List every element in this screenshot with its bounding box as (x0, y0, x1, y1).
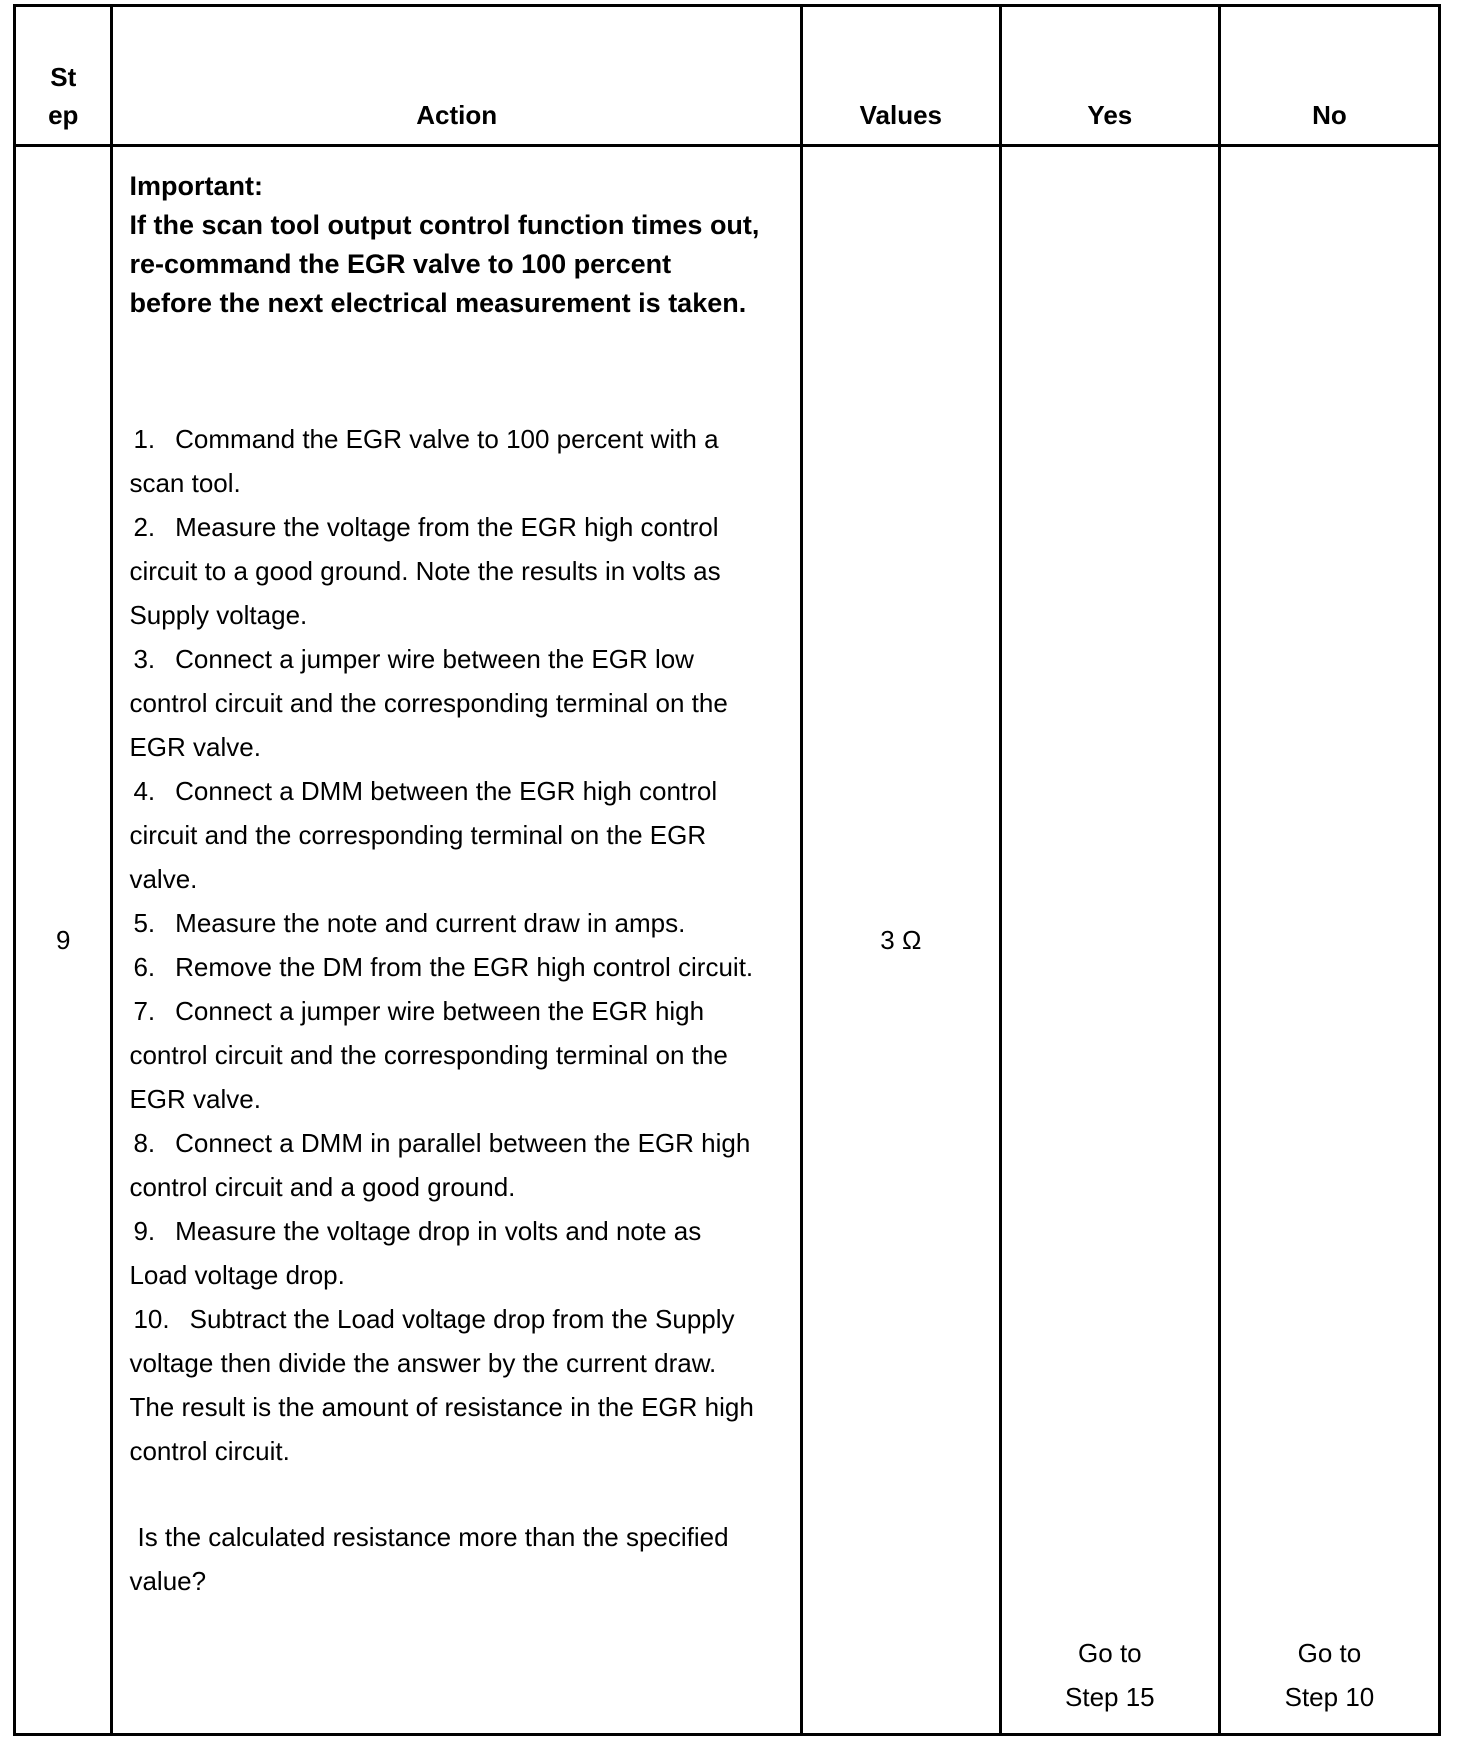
list-item (129, 1121, 759, 1209)
step-index: 2. (133, 512, 156, 542)
step-index: 8. (133, 1128, 156, 1158)
step-index: 3. (133, 644, 156, 674)
header-no: No (1219, 6, 1439, 146)
list-item (129, 1297, 759, 1473)
step-index: 9. (133, 1216, 156, 1246)
step-text: Remove the DM from the EGR high control circuit. (175, 952, 754, 982)
list-item (129, 417, 759, 505)
header-step (15, 6, 112, 146)
question-text: Is the calculated resistance more than the specified value? (129, 1522, 729, 1596)
list-item (129, 1209, 759, 1297)
procedure-steps (129, 417, 759, 1473)
list-item (129, 945, 759, 989)
important-text: If the scan tool output control function times out, re-command the EGR valve to 100 percent before the next electrical measurement is taken. (129, 210, 760, 318)
table-row (15, 146, 1440, 1735)
yes-cell (1000, 146, 1219, 1735)
step-text: Connect a jumper wire between the EGR low control circuit and the corresponding terminal on the EGR valve. (129, 644, 728, 762)
step-text: Measure the note and current draw in amps. (175, 908, 686, 938)
step-text: Connect a jumper wire between the EGR high control circuit and the corresponding terminal on the EGR valve. (129, 996, 728, 1114)
header-row (15, 6, 1440, 146)
no-cell (1219, 146, 1439, 1735)
step-index: 7. (133, 996, 156, 1026)
step-index: 5. (133, 908, 156, 938)
step-text: Connect a DMM in parallel between the EGR high control circuit and a good ground. (129, 1128, 751, 1202)
important-label: Important: (129, 171, 263, 201)
list-item (129, 637, 759, 769)
header-values: Values (801, 6, 1000, 146)
step-number: 9 (15, 146, 112, 1735)
step-text: Command the EGR valve to 100 percent with a scan tool. (129, 424, 719, 498)
important-note (129, 167, 759, 323)
list-item (129, 505, 759, 637)
step-index: 10. (133, 1304, 170, 1334)
diagnostic-table (13, 4, 1441, 1736)
header-step-label: St ep (48, 62, 79, 130)
list-item (129, 769, 759, 901)
step-text: Measure the voltage from the EGR high control circuit to a good ground. Note the results in volts as Supply voltage. (129, 512, 721, 630)
step-index: 6. (133, 952, 156, 982)
action-cell (112, 146, 801, 1735)
value-cell: 3 Ω (801, 146, 1000, 1735)
question (129, 1515, 759, 1603)
step-index: 1. (133, 424, 156, 454)
yes-goto-text: Go to Step 15 (1065, 1638, 1155, 1712)
step-text: Connect a DMM between the EGR high control circuit and the corresponding terminal on the EGR valve. (129, 776, 718, 894)
step-index: 4. (133, 776, 156, 806)
header-yes: Yes (1000, 6, 1219, 146)
list-item (129, 901, 759, 945)
header-action: Action (112, 6, 801, 146)
step-text: Subtract the Load voltage drop from the Supply voltage then divide the answer by the current draw. The result is the amount of resistance in the EGR high control circuit. (129, 1304, 754, 1466)
list-item (129, 989, 759, 1121)
no-goto-text: Go to Step 10 (1284, 1638, 1375, 1712)
step-text: Measure the voltage drop in volts and note as Load voltage drop. (129, 1216, 702, 1290)
